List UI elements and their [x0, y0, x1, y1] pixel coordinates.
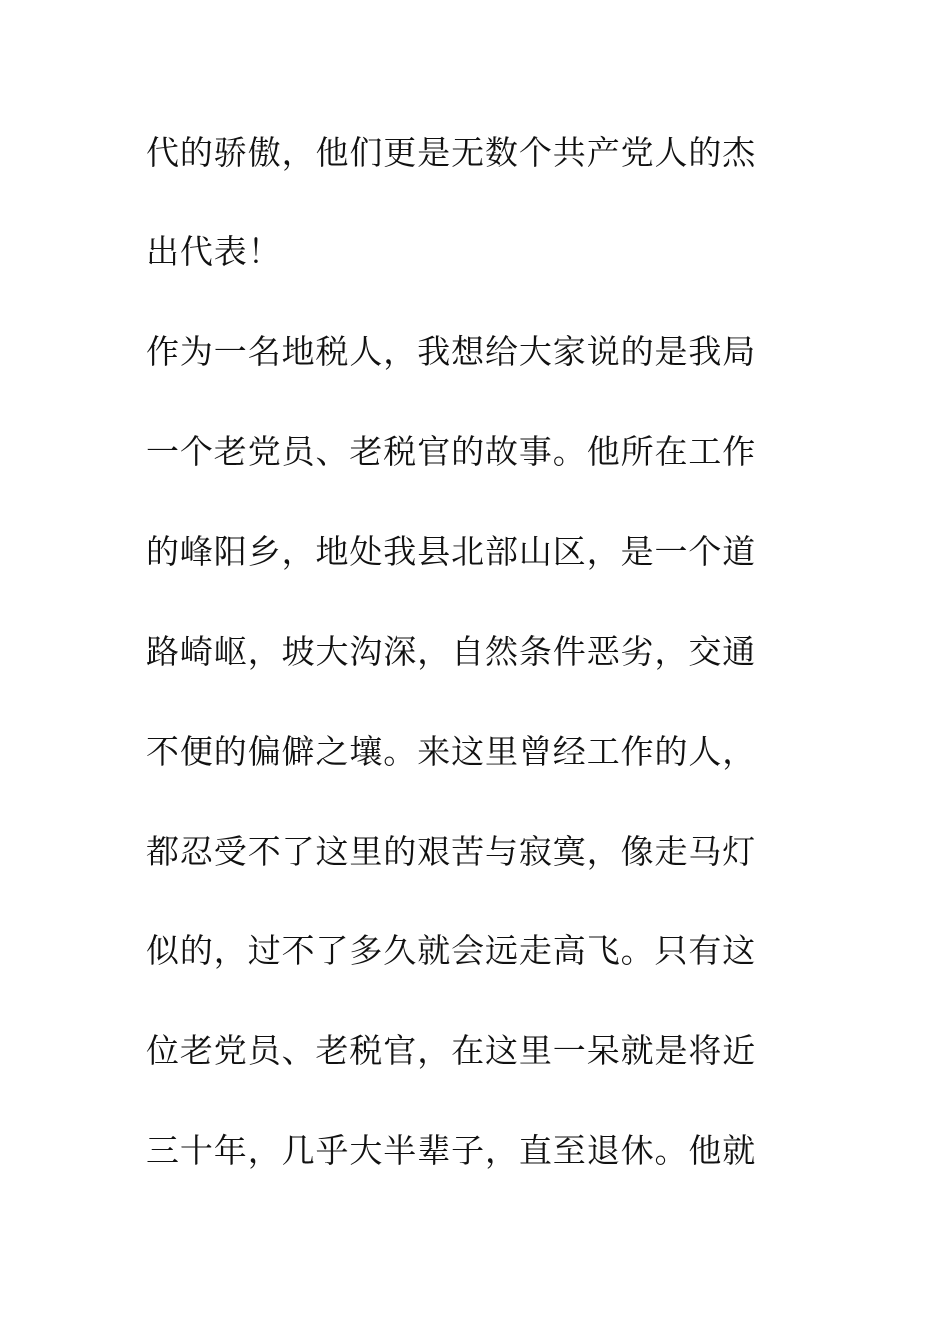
text-line-6: 路崎岖，坡大沟深，自然条件恶劣，交通	[146, 632, 757, 671]
text-line-4: 一个老党员、老税官的故事。他所在工作	[146, 432, 757, 471]
text-line-3: 作为一名地税人，我想给大家说的是我局	[146, 332, 757, 371]
text-line-10: 位老党员、老税官，在这里一呆就是将近	[146, 1031, 757, 1070]
text-line-8: 都忍受不了这里的艰苦与寂寞，像走马灯	[146, 832, 757, 871]
text-line-9: 似的，过不了多久就会远走高飞。只有这	[146, 931, 757, 970]
text-line-2: 出代表！	[146, 232, 282, 271]
text-line-5: 的峰阳乡，地处我县北部山区，是一个道	[146, 532, 757, 571]
text-line-11: 三十年，几乎大半辈子，直至退休。他就	[146, 1131, 757, 1170]
text-line-1: 代的骄傲，他们更是无数个共产党人的杰	[146, 133, 757, 172]
text-line-7: 不便的偏僻之壤。来这里曾经工作的人，	[146, 732, 757, 771]
